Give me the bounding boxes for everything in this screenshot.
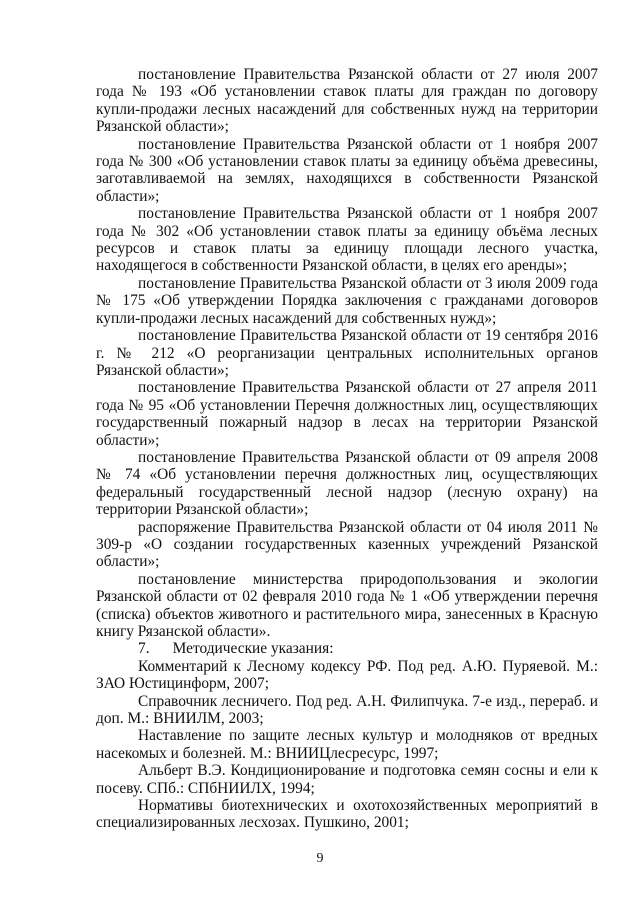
reference-forest-protection-manual: Наставление по защите лесных культур и молодняков от вредных насекомых и болезней. М.: ВНИИЦлесресурс, 1997; (96, 727, 598, 762)
reference-seed-conditioning: Альберт В.Э. Кондиционирование и подготовка семян сосны и ели к посеву. СПб.: СПбНИИЛХ, 1994; (96, 762, 598, 797)
reference-biotechnical-norms: Нормативы биотехнических и охотохозяйственных мероприятий в специализированных лесхозах. Пушкино, 2001; (96, 797, 598, 832)
paragraph-decree-74: постановление Правительства Рязанской области от 09 апреля 2008 № 74 «Об установлении перечня должностных лиц, осуществляющих федеральный государственный лесной надзор (лесную охрану) на территории Рязанской области»; (96, 448, 598, 519)
section-heading-methodical: 7. Методические указания: (138, 640, 334, 658)
reference-forest-code-commentary: Комментарий к Лесному кодексу РФ. Под ред. А.Ю. Пуряевой. М.: ЗАО Юстицинформ, 2007; (96, 657, 598, 693)
paragraph-decree-175: постановление Правительства Рязанской области от 3 июля 2009 года № 175 «Об утверждении Порядка заключения с гражданами договоров купли-продажи лесных насаждений для собственных нужд»; (96, 274, 598, 327)
reference-forester-handbook: Справочник лесничего. Под ред. А.Н. Филипчука. 7-е изд., перераб. и доп. М.: ВНИИЛМ, 2003; (96, 692, 598, 728)
paragraph-decree-300: постановление Правительства Рязанской области от 1 ноября 2007 года № 300 «Об установлении ставок платы за единицу объёма древесины, заготавливаемой на землях, находящихся в собственности Рязанской области»; (96, 135, 598, 205)
body-text (96, 66, 598, 832)
page-number: 9 (316, 851, 324, 866)
paragraph-decree-302: постановление Правительства Рязанской области от 1 ноября 2007 года № 302 «Об установлении ставок платы за единицу объёма лесных ресурсов и ставок платы за единицу площади лесного участка, находящегося в собственности Рязанской области, в целях его аренды»; (96, 205, 598, 275)
paragraph-ministry-decree-1: постановление министерства природопользования и экологии Рязанской области от 02 февраля 2010 года № 1 «Об утверждении перечня (списка) объектов животного и растительного мира, занесенных в Красную книгу Рязанской области». (96, 570, 598, 640)
paragraph-decree-212: постановление Правительства Рязанской области от 19 сентября 2016 г. № 212 «О реорганизации центральных исполнительных органов Рязанской области»; (96, 327, 598, 379)
paragraph-order-309r: распоряжение Правительства Рязанской области от 04 июля 2011 № 309-р «О создании государственных казенных учреждений Рязанской области»; (96, 518, 598, 571)
paragraph-decree-95: постановление Правительства Рязанской области от 27 апреля 2011 года № 95 «Об установлении Перечня должностных лиц, осуществляющих государственный пожарный надзор в лесах на территории Рязанской области»; (96, 379, 598, 449)
paragraph-decree-193: постановление Правительства Рязанской области от 27 июля 2007 года № 193 «Об установлении ставок платы для граждан по договору купли-продажи лесных насаждений для собственных нужд на территории Рязанской области»; (96, 66, 598, 136)
